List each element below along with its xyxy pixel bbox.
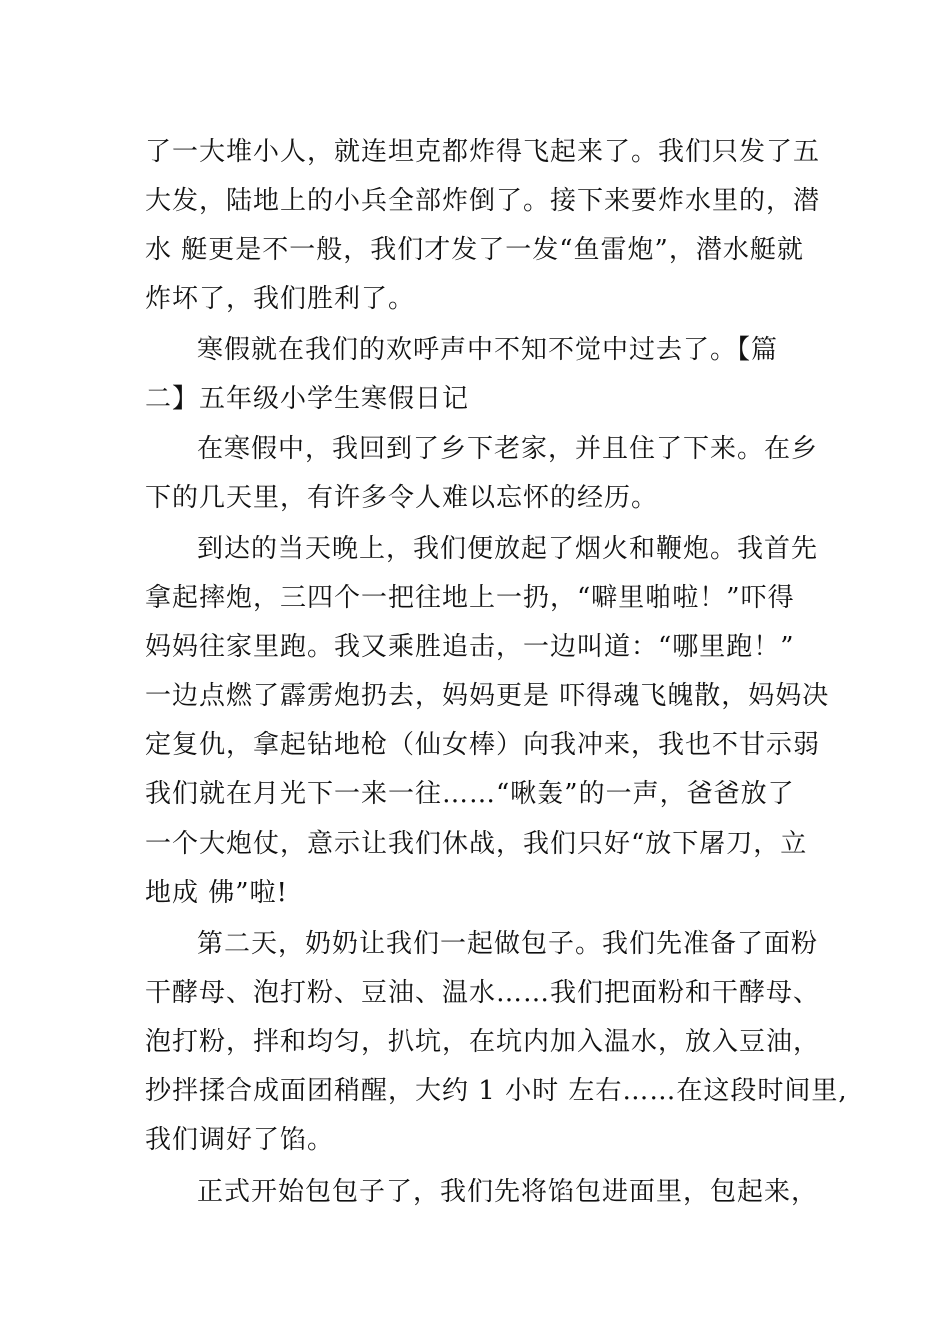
- text-line: 一个大炮仗，意示让我们休战，我们只好“放下屠刀，立: [145, 829, 808, 859]
- text-line: 我们调好了馅。: [145, 1125, 335, 1155]
- text-line: 水 艇更是不一般，我们才发了一发“鱼雷炮”，潜水艇就: [145, 235, 804, 265]
- text-line: 二】五年级小学生寒假日记: [145, 384, 470, 414]
- text-line: 妈妈往家里跑。我又乘胜追击，一边叫道：“哪里跑！”: [145, 632, 795, 662]
- text-line: 炸坏了，我们胜利了。: [145, 284, 416, 314]
- text-line: 拿起摔炮，三四个一把往地上一扔，“噼里啪啦！”吓得: [145, 583, 795, 613]
- text-line: 在寒假中，我回到了乡下老家，并且住了下来。在乡: [197, 434, 819, 464]
- text-line: 地成 佛”啦!: [145, 878, 289, 908]
- text-line: 抄拌揉合成面团稍醒，大约 1 小时 左右……在这段时间里,: [145, 1076, 848, 1106]
- text-line: 我们就在月光下一来一往……“啾轰”的一声，爸爸放了: [145, 779, 795, 809]
- text-line: 寒假就在我们的欢呼声中不知不觉中过去了。【篇: [197, 335, 779, 365]
- text-line: 正式开始包包子了，我们先将馅包进面里，包起来，: [197, 1177, 819, 1207]
- text-line: 第二天，奶奶让我们一起做包子。我们先准备了面粉: [197, 929, 819, 959]
- text-line: 定复仇，拿起钻地枪（仙女棒）向我冲来，我也不甘示弱: [145, 730, 821, 760]
- text-line: 到达的当天晚上，我们便放起了烟火和鞭炮。我首先: [197, 534, 819, 564]
- text-line: 大发，陆地上的小兵全部炸倒了。接下来要炸水里的，潜: [145, 186, 821, 216]
- text-line: 泡打粉，拌和均匀，扒坑，在坑内加入温水，放入豆油，: [145, 1027, 821, 1057]
- text-line: 了一大堆小人，就连坦克都炸得飞起来了。我们只发了五: [145, 137, 821, 167]
- text-line: 干酵母、泡打粉、豆油、温水……我们把面粉和干酵母、: [145, 978, 821, 1008]
- text-line: 一边点燃了霹雳炮扔去，妈妈更是 吓得魂飞魄散，妈妈决: [145, 681, 830, 711]
- text-line: 下的几天里，有许多令人难以忘怀的经历。: [145, 483, 659, 513]
